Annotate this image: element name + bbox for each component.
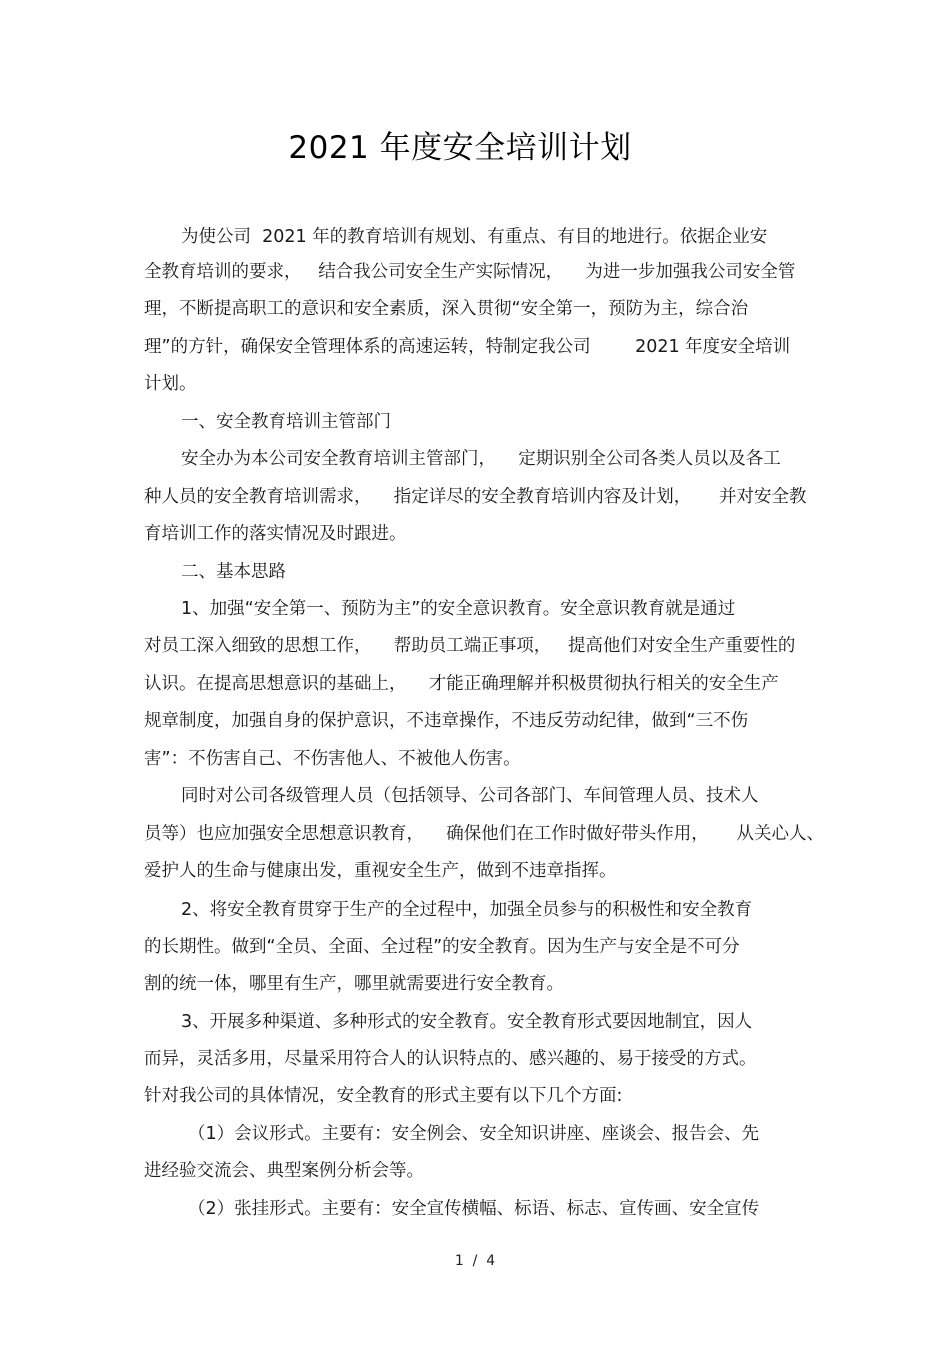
paragraph-line: 同时对公司各级管理人员（包括领导、公司各部门、车间管理人员、技术人 [181, 786, 759, 806]
paragraph-line: 2、将安全教育贯穿于生产的全过程中，加强全员参与的积极性和安全教育 [181, 900, 753, 920]
paragraph-line: 进经验交流会、典型案例分析会等。 [144, 1161, 424, 1181]
paragraph-line: （2）张挂形式。主要有：安全宣传横幅、标语、标志、宣传画、安全宣传 [188, 1199, 760, 1219]
paragraph-line: 理，不断提高职工的意识和安全素质，深入贯彻“安全第一，预防为主，综合治 [144, 299, 749, 319]
paragraph-line: 3、开展多种渠道、多种形式的安全教育。安全教育形式要因地制宜，因人 [181, 1012, 753, 1032]
paragraph-line: 计划。 [144, 374, 197, 394]
paragraph-line: 规章制度，加强自身的保护意识，不违章操作，不违反劳动纪律，做到“三不伤 [144, 711, 749, 731]
paragraph-line: 而异，灵活多用，尽量采用符合人的认识特点的、感兴趣的、易于接受的方式。 [144, 1049, 757, 1069]
paragraph-line: 害”：不伤害自己、不伤害他人、不被他人伤害。 [144, 749, 521, 769]
paragraph-line: 理”的方针，确保安全管理体系的高速运转，特制定我公司 2021 年度安全培训 [144, 337, 791, 357]
paragraph-line: 育培训工作的落实情况及时跟进。 [144, 524, 407, 544]
paragraph-line: 为使公司 2021 年的教育培训有规划、有重点、有目的地进行。依据企业安 [181, 227, 768, 247]
paragraph-line: 的长期性。做到“全员、全面、全过程”的安全教育。因为生产与安全是不可分 [144, 937, 740, 957]
paragraph-line: 全教育培训的要求， 结合我公司安全生产实际情况， 为进一步加强我公司安全管 [144, 262, 796, 282]
section-heading: 二、基本思路 [181, 562, 286, 582]
paragraph-line: 安全办为本公司安全教育培训主管部门， 定期识别全公司各类人员以及各工 [181, 449, 781, 469]
page-number: 1 / 4 [454, 1253, 496, 1269]
paragraph-line: 认识。在提高思想意识的基础上， 才能正确理解并积极贯彻执行相关的安全生产 [144, 674, 779, 694]
paragraph-line: 员等）也应加强安全思想意识教育， 确保他们在工作时做好带头作用， 从关心人、 [144, 824, 825, 844]
paragraph-line: 爱护人的生命与健康出发，重视安全生产，做到不违章指挥。 [144, 861, 617, 881]
paragraph-line: （1）会议形式。主要有：安全例会、安全知识讲座、座谈会、报告会、先 [188, 1124, 760, 1144]
paragraph-line: 1、加强“安全第一、预防为主”的安全意识教育。安全意识教育就是通过 [181, 599, 736, 619]
section-heading: 一、安全教育培训主管部门 [181, 412, 391, 432]
paragraph-line: 针对我公司的具体情况，安全教育的形式主要有以下几个方面: [144, 1086, 623, 1106]
paragraph-line: 种人员的安全教育培训需求， 指定详尽的安全教育培训内容及计划， 并对安全教 [144, 487, 807, 507]
document-title: 2021 年度安全培训计划 [288, 130, 632, 166]
paragraph-line: 割的统一体，哪里有生产，哪里就需要进行安全教育。 [144, 974, 564, 994]
paragraph-line: 对员工深入细致的思想工作， 帮助员工端正事项， 提高他们对安全生产重要性的 [144, 636, 796, 656]
